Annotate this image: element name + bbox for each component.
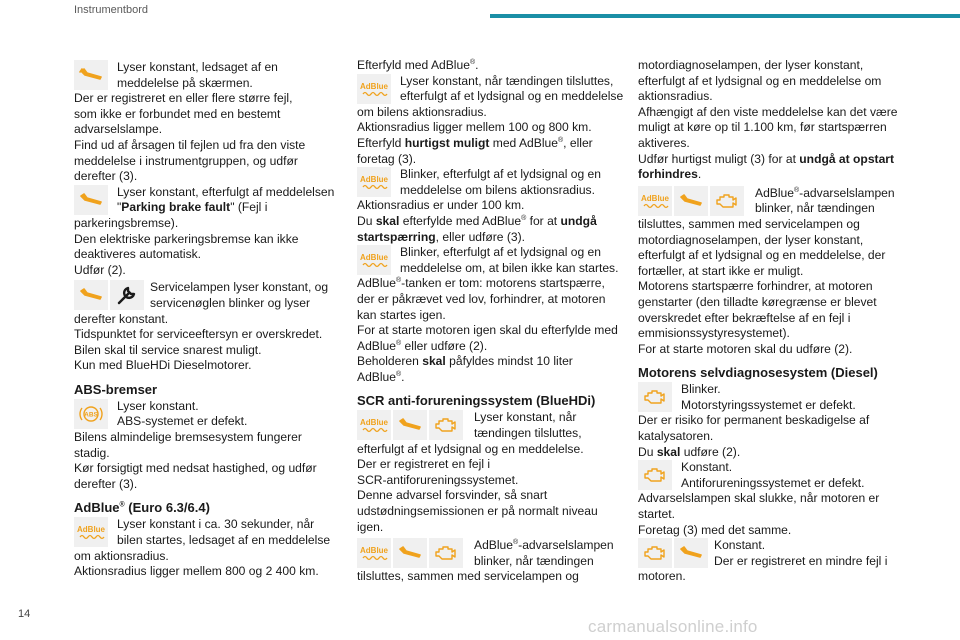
text-line: Der er registreret en eller flere større fejl, [74,91,293,106]
text-line [357,230,622,246]
text-line: blinker, når tændingen [755,201,875,216]
icon-group [638,186,751,216]
text-line: Lyser konstant i ca. 30 sekunder, når [117,517,315,532]
header-title: Instrumentbord [74,4,148,16]
text-span: Beholderen [357,354,423,369]
text-line: Der er registreret en fejl i [357,457,491,472]
text-line: Blinker, efterfulgt af et lydsignal og en [400,245,602,260]
text-line: Blinker. [681,382,721,397]
text-line: Konstant. [681,460,733,475]
text-span: Efterfyld [357,135,405,150]
wrench-icon [393,410,427,440]
warning-row-adblue-empty [357,245,622,276]
text-span: , eller udføre (3). [435,229,526,244]
text-line: emmisionssystyresystemet). [638,326,790,341]
text-line: Motorens startspærre forhindrer, at motoren [638,279,873,294]
warning-row-abs [74,399,336,430]
text-span: AdBlue [357,276,396,291]
registered-mark: ® [119,502,125,510]
text-span: AdBlue [755,185,794,200]
icon-group [74,185,113,215]
text-line: kan startes igen. [357,307,446,322]
text-line: derefter (3). [74,169,138,184]
text-line: Aktionsradius ligger mellem 800 og 2 400 km. [74,564,319,579]
text-line: Bilen skal til service snarest muligt. [74,342,262,357]
engine-icon [638,460,672,490]
text-line: deaktiveres automatisk. [74,247,202,262]
text-line [357,370,622,386]
text-line: Denne advarsel forsvinder, så snart [357,488,548,503]
emphasis: undgå at opstart [799,151,895,166]
text-line: Lyser konstant, når tændingen tilsluttes, [400,73,614,88]
registered-mark: ® [557,136,564,144]
text-line: Kun med BlueHDi Dieselmotorer. [74,358,252,373]
text-span: " (Fejl i [230,200,268,215]
icon-group [74,399,113,429]
section-heading-abs: ABS-bremser [74,381,158,397]
engine-icon [429,410,463,440]
column-left [74,60,336,580]
text-line: aktionsradius. [638,89,713,104]
abs-icon [74,399,108,429]
text-line: igen. [357,519,384,534]
icon-group [638,460,677,490]
text-line: katalysatoren. [638,429,714,444]
engine-icon [638,382,672,412]
text-line [638,445,902,461]
text-span: . [697,167,702,182]
text-line: tilsluttes, sammen med servicelampen og [638,216,860,231]
text-line [638,152,902,168]
text-line: startet. [638,507,675,522]
text-line: motordiagnoselampen, der lyser konstant, [638,58,864,72]
adblue-icon [357,245,391,275]
text-span: AdBlue [357,369,396,384]
text-line: efterfulgt af et lydsignal og en meddelelse om [638,73,882,88]
text-line: meddelelse om, at bilen ikke kan startes. [400,260,619,275]
emphasis: skal [375,213,400,228]
text-line: For at starte motoren igen skal du efterfylde med [357,323,618,338]
text-span: efterfylde med AdBlue [399,213,522,228]
text-line: efterfulgt af et lydsignal og en meddelelse. [357,441,584,456]
text-line: Motorstyringssystemet er defekt. [681,397,856,412]
text-line: parkeringsbremse). [74,215,179,230]
icon-group [74,280,146,310]
text-line: Lyser konstant, ledsaget af en [117,60,278,74]
text-line: Udfør (2). [74,262,126,277]
service-key-icon [110,280,144,310]
warning-row-engine-minor-fault [638,538,902,569]
text-span: med AdBlue [489,135,558,150]
text-line: Blinker, efterfulgt af et lydsignal og en [400,167,602,182]
text-line: muligt at køre op til 1.100 km, før startspærren [638,120,887,135]
text-line: advarselslampe. [74,122,163,137]
text-line: om aktionsradius. [74,548,169,563]
adblue-icon [357,410,391,440]
text-span: for at [526,213,561,228]
text-span: . [475,58,479,72]
text-line: aktiveres. [638,135,690,150]
watermark: carmanualsonline.info [588,617,758,636]
text-line: som ikke er forbundet med en bestemt [74,106,281,121]
text-line: Aktionsradius er under 100 km. [357,198,525,213]
text-line: foretag (3). [357,151,417,166]
text-span: påfyldes mindst 10 liter [445,354,573,369]
text-line: servicenøglen blinker og lyser [150,295,310,310]
wrench-icon [74,185,108,215]
registered-mark: ® [513,539,519,547]
svg-text:AdBlue: AdBlue [360,175,388,185]
emphasis: undgå [560,213,597,228]
section-heading-scr: SCR anti-forureningssystem (BlueHDi) [357,393,596,409]
text-line: Konstant. [714,538,766,553]
text-line: blinker, når tændingen [474,553,594,568]
message-name: Parking brake fault [121,200,231,215]
registered-mark: ® [396,339,402,347]
text-line: tilsluttes, sammen med servicelampen og [357,569,579,584]
icon-group [638,538,710,568]
registered-mark: ® [521,214,527,222]
text-line: motordiagnoselampen, der lyser konstant, [638,232,864,247]
column-middle [357,58,622,585]
text-line: meddelelse på skærmen. [117,75,253,90]
adblue-icon [357,167,391,197]
header-accent-bar [490,14,960,18]
text-line: Find ud af årsagen til fejlen ud fra den viste [74,137,306,152]
text-span: Efterfyld med AdBlue [357,58,470,72]
text-line [357,276,622,292]
emphasis: hurtigst muligt [404,135,490,150]
text-line: udstødningsemissionen er på normalt niveau [357,504,598,519]
text-span: " [117,200,122,215]
text-line: fortæller, at start ikke er muligt. [638,263,804,278]
text-line: om bilens aktionsradius. [357,104,487,119]
text-line: motoren. [638,569,686,584]
registered-mark: ® [396,277,402,285]
adblue-icon [357,538,391,568]
text-line: Bilens almindelige bremsesystem fungerer [74,430,302,445]
text-line: bilen startes, ledsaget af en meddelelse [117,533,331,548]
adblue-icon [74,517,108,547]
text-line: derefter konstant. [74,311,169,326]
adblue-icon [357,74,391,104]
text-line [638,167,902,183]
column-right [638,58,902,585]
engine-icon [710,186,744,216]
svg-text:AdBlue: AdBlue [360,418,388,428]
text-line: der er påkrævet ved lov, forhindrer, at motoren [357,291,606,306]
text-span: -advarselslampen [799,185,895,200]
warning-row-parking-brake [74,185,336,216]
text-line: Aktionsradius ligger mellem 100 og 800 km. [357,120,592,135]
engine-icon [429,538,463,568]
engine-icon [638,538,672,568]
icon-group [357,538,470,568]
svg-text:AdBlue: AdBlue [641,193,669,203]
text-line: tændingen tilsluttes, [474,426,582,441]
text-line [755,186,902,202]
warning-row-engine-constant [638,460,902,491]
text-line: Afhængigt af den viste meddelelse kan det være [638,104,898,119]
icon-group [357,245,396,275]
text-span: , eller [563,135,593,150]
text-line: Antiforureningssystemet er defekt. [681,475,865,490]
adblue-icon [638,186,672,216]
emphasis: skal [422,354,446,369]
warning-row-wrench [74,60,336,91]
text-line [117,200,336,216]
text-line: Foretag (3) med det samme. [638,522,792,537]
text-line: Kør forsigtigt med nedsat hastighed, og udfør [74,461,317,476]
text-span: (Euro 6.3/6.4) [124,500,210,516]
wrench-icon [74,60,108,90]
section-heading-diagnosis: Motorens selvdiagnosesystem (Diesel) [638,365,878,381]
icon-group [638,382,677,412]
text-span: AdBlue [357,338,396,353]
warning-row-adblue [74,517,336,548]
page-number: 14 [18,608,31,620]
section-heading-adblue [74,500,336,516]
svg-text:AdBlue: AdBlue [360,253,388,263]
text-line: Lyser konstant. [117,398,199,413]
svg-text:AdBlue: AdBlue [77,525,105,535]
text-line: derefter (3). [74,476,138,491]
wrench-icon [674,186,708,216]
wrench-icon [674,538,708,568]
svg-text:AdBlue: AdBlue [360,81,388,91]
text-span: Du [638,444,657,459]
text-span: Du [357,213,376,228]
text-line: Den elektriske parkeringsbremse kan ikke [74,231,299,246]
text-line: Lyser konstant, efterfulgt af meddelelsen [117,184,335,199]
emphasis: skal [656,444,681,459]
registered-mark: ® [396,370,402,378]
text-line: ABS-systemet er defekt. [117,414,248,429]
text-line [357,354,622,370]
text-line: Der er registreret en mindre fejl i [714,553,888,568]
icon-group [74,517,113,547]
text-line: Tidspunktet for serviceeftersyn er overskredet. [74,327,323,342]
text-span: Udfør hurtigst muligt (3) for at [638,151,800,166]
text-line [357,58,622,74]
svg-text:AdBlue: AdBlue [360,546,388,556]
text-line: For at starte motoren skal du udføre (2). [638,341,853,356]
emphasis: startspærring [357,229,436,244]
text-span: . [401,369,405,384]
emphasis: forhindres [638,167,698,182]
text-line: SCR-antiforureningssystemet. [357,472,519,487]
text-line: genstarter (den tilladte køregrænse er blevet [638,294,877,309]
warning-row-adblue-constant [357,74,622,105]
text-line: stadig. [74,445,110,460]
warning-row-engine-blinking [638,382,902,413]
text-line [357,339,622,355]
warning-row-service [74,280,336,311]
text-span: udføre (2). [680,444,741,459]
wrench-icon [393,538,427,568]
text-line: efterfulgt af et lydsignal og en meddelelse [400,89,624,104]
warning-row-start-prevented [638,186,902,217]
wrench-icon [74,280,108,310]
text-line: Der er risiko for permanent beskadigelse af [638,413,870,428]
icon-group [74,60,113,90]
icon-group [357,167,396,197]
text-span: AdBlue [474,538,513,553]
icon-group [357,74,396,104]
text-line: meddelelse i instrumentgruppen, og udfør [74,153,298,168]
icon-group [357,410,470,440]
warning-row-adblue-startblock [357,538,622,569]
text-span: -tanken er tom: motorens startspærre, [401,276,605,291]
svg-text:ABS: ABS [84,411,98,419]
text-span: eller udføre (2). [401,338,488,353]
text-line: overskredet efter bekræftelse af en fejl i [638,310,851,325]
text-line: Lyser konstant, når [474,410,577,425]
text-span: AdBlue [74,500,120,516]
text-line [357,214,622,230]
text-line: efterfulgt af et lydsignal og en meddelelse, der [638,248,886,263]
text-line: Servicelampen lyser konstant, og [150,280,329,295]
registered-mark: ® [794,186,800,194]
text-line [474,538,622,554]
text-line: meddelelse om bilens aktionsradius. [400,182,595,197]
text-line [357,136,622,152]
warning-row-adblue-blinking [357,167,622,198]
text-span: -advarselslampen [518,538,614,553]
warning-row-scr [357,410,622,441]
registered-mark: ® [469,58,476,66]
text-line: Advarselslampen skal slukke, når motoren er [638,491,880,506]
